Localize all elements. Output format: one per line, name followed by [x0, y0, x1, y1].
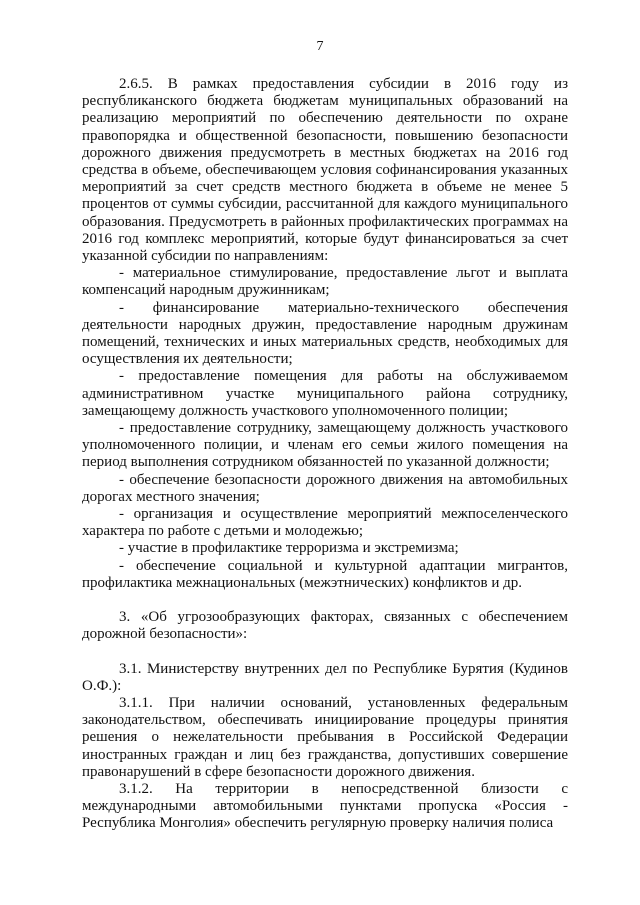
spacer	[82, 644, 568, 661]
list-item: - обеспечение социальной и культурной адаптации мигрантов, профилактика межнациональных (межэтнических) конфликтов и др.	[82, 557, 568, 591]
list-item: - организация и осуществление мероприятий межпоселенческого характера по работе с детьми и молодежью;	[82, 506, 568, 540]
list-item: - предоставление помещения для работы на обслуживаемом административном участке муниципального района сотруднику, замещающему должность участкового уполномоченного полиции;	[82, 368, 568, 419]
list-item: - обеспечение безопасности дорожного движения на автомобильных дорогах местного значения;	[82, 471, 568, 505]
spacer	[82, 592, 568, 609]
list-item: - участие в профилактике терроризма и экстремизма;	[119, 540, 459, 557]
list-item: - финансирование материально-технического обеспечения деятельности народных дружин, предоставление народным дружинам помещений, технических и иных материальных средств, необходимых для осуществления их деятельности;	[82, 299, 568, 368]
document-body	[82, 76, 568, 833]
paragraph-3-1-2: 3.1.2. На территории в непосредственной близости с международными автомобильными пунктами пропуска «Россия - Республика Монголия» обеспечить регулярную проверку наличия полиса	[82, 780, 568, 832]
paragraph-2-6-5: 2.6.5. В рамках предоставления субсидии в 2016 году из республиканского бюджета бюджетам муниципальных образований на реализацию мероприятий по обеспечению деятельности по охране правопорядка и общественной безопасности, повышению безопасности дорожного движения предусмотреть в местных бюджетах на 2016 год средства в объеме, обеспечивающем условия софинансирования указанных мероприятий за счет средств местного бюджета в объеме не менее 5 процентов от суммы субсидии, рассчитанной для каждого муниципального образования. Предусмотреть в районных профилактических программах на 2016 год комплекс мероприятий, которые будут финансироваться за счет указанной субсидии по направлениям:	[82, 76, 568, 265]
paragraph-3-1: 3.1. Министерству внутренних дел по Республике Бурятия (Кудинов О.Ф.):	[82, 660, 568, 694]
page-number: 7	[316, 39, 324, 54]
list-item: - предоставление сотруднику, замещающему должность участкового уполномоченного полиции, и членам его семьи жилого помещения на период выполнения сотрудником обязанностей по указанной должности;	[82, 420, 568, 471]
section-3-heading: 3. «Об угрозообразующих факторах, связанных с обеспечением дорожной безопасности»:	[82, 609, 568, 643]
paragraph-3-1-1: 3.1.1. При наличии оснований, установленных федеральным законодательством, обеспечивать инициирование процедуры принятия решения о нежелательности пребывания в Российской Федерации иностранных граждан и лиц без гражданства, допустивших совершение правонарушений в сфере безопасности дорожного движения.	[82, 694, 568, 780]
list-item: - материальное стимулирование, предоставление льгот и выплата компенсаций народным дружинникам;	[82, 265, 568, 299]
